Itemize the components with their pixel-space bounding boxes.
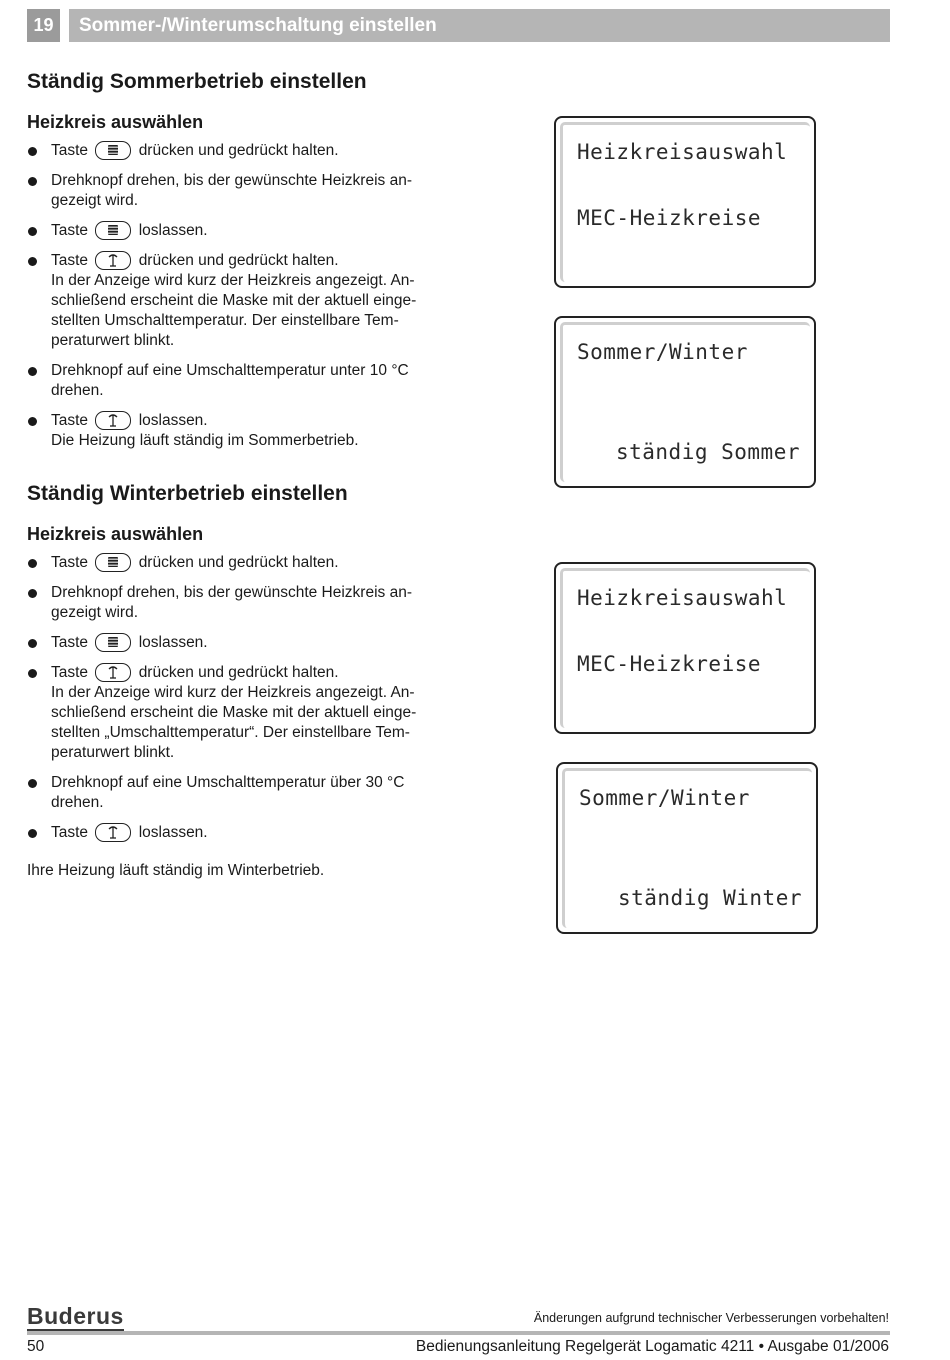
list-item: Drehknopf drehen, bis der gewünschte Heizkreis an-gezeigt wird. bbox=[27, 171, 447, 211]
list-item: Taste loslassen. bbox=[27, 823, 447, 843]
brand-logo: Buderus bbox=[27, 1303, 124, 1329]
chapter-title: Sommer-/Winterumschaltung einstellen bbox=[69, 9, 890, 42]
footer-note: Änderungen aufgrund technischer Verbesserungen vorbehalten! bbox=[533, 1311, 889, 1325]
summer-winter-key-icon bbox=[95, 251, 131, 270]
summer-winter-key-icon bbox=[95, 823, 131, 842]
chapter-number: 19 bbox=[27, 9, 60, 42]
summer-winter-key-icon bbox=[95, 411, 131, 430]
list-item: Taste loslassen. Die Heizung läuft ständig im Sommerbetrieb. bbox=[27, 411, 447, 451]
closing-text: Ihre Heizung läuft ständig im Winterbetrieb. bbox=[27, 862, 325, 879]
lcd-display bbox=[554, 116, 816, 288]
list-item: Drehknopf auf eine Umschalttemperatur über 30 °C drehen. bbox=[27, 773, 447, 813]
list-item: Taste loslassen. bbox=[27, 633, 447, 653]
menu-key-icon bbox=[95, 553, 131, 572]
step-list bbox=[27, 141, 447, 451]
chapter-header bbox=[27, 9, 890, 42]
menu-key-icon bbox=[95, 141, 131, 160]
lcd-display bbox=[554, 562, 816, 734]
footer-divider bbox=[27, 1331, 890, 1335]
list-item: Taste drücken und gedrückt halten. bbox=[27, 553, 447, 573]
lcd-line: ständig Sommer bbox=[615, 440, 800, 464]
document-title: Bedienungsanleitung Regelgerät Logamatic 4211 • Ausgabe 01/2006 bbox=[415, 1338, 889, 1355]
list-item: Taste drücken und gedrückt halten. In der Anzeige wird kurz der Heizkreis angezeigt. An-schließend erscheint die Maske mit der aktuell einge-stellten „Umschalttemperatur“. Der einstellbare Tem-peraturwert blinkt. bbox=[27, 663, 447, 763]
page-number: 50 bbox=[27, 1338, 45, 1355]
menu-key-icon bbox=[95, 633, 131, 652]
list-item: Taste loslassen. bbox=[27, 221, 447, 241]
summer-winter-key-icon bbox=[95, 663, 131, 682]
section-summer bbox=[27, 70, 447, 461]
lcd-line: Heizkreisauswahl bbox=[577, 586, 788, 610]
lcd-line: Sommer/Winter bbox=[579, 786, 750, 810]
list-item: Drehknopf drehen, bis der gewünschte Heizkreis an-gezeigt wird. bbox=[27, 583, 447, 623]
section-winter bbox=[27, 482, 447, 853]
section-subtitle: Heizkreis auswählen bbox=[27, 524, 204, 544]
lcd-line: ständig Winter bbox=[617, 886, 802, 910]
menu-key-icon bbox=[95, 221, 131, 240]
lcd-line: MEC-Heizkreise bbox=[577, 206, 762, 230]
lcd-display bbox=[554, 316, 816, 488]
list-item: Taste drücken und gedrückt halten. bbox=[27, 141, 447, 161]
list-item: Taste drücken und gedrückt halten. In der Anzeige wird kurz der Heizkreis angezeigt. An-schließend erscheint die Maske mit der aktuell einge-stellten Umschalttemperatur. Der einstellbare Tem-peraturwert blinkt. bbox=[27, 251, 447, 351]
section-title: Ständig Winterbetrieb einstellen bbox=[27, 482, 348, 505]
step-list bbox=[27, 553, 447, 843]
lcd-line: Heizkreisauswahl bbox=[577, 140, 788, 164]
lcd-line: MEC-Heizkreise bbox=[577, 652, 762, 676]
lcd-display bbox=[556, 762, 818, 934]
lcd-line: Sommer/Winter bbox=[577, 340, 748, 364]
section-title: Ständig Sommerbetrieb einstellen bbox=[27, 70, 367, 93]
list-item: Drehknopf auf eine Umschalttemperatur unter 10 °C drehen. bbox=[27, 361, 447, 401]
section-subtitle: Heizkreis auswählen bbox=[27, 112, 204, 132]
